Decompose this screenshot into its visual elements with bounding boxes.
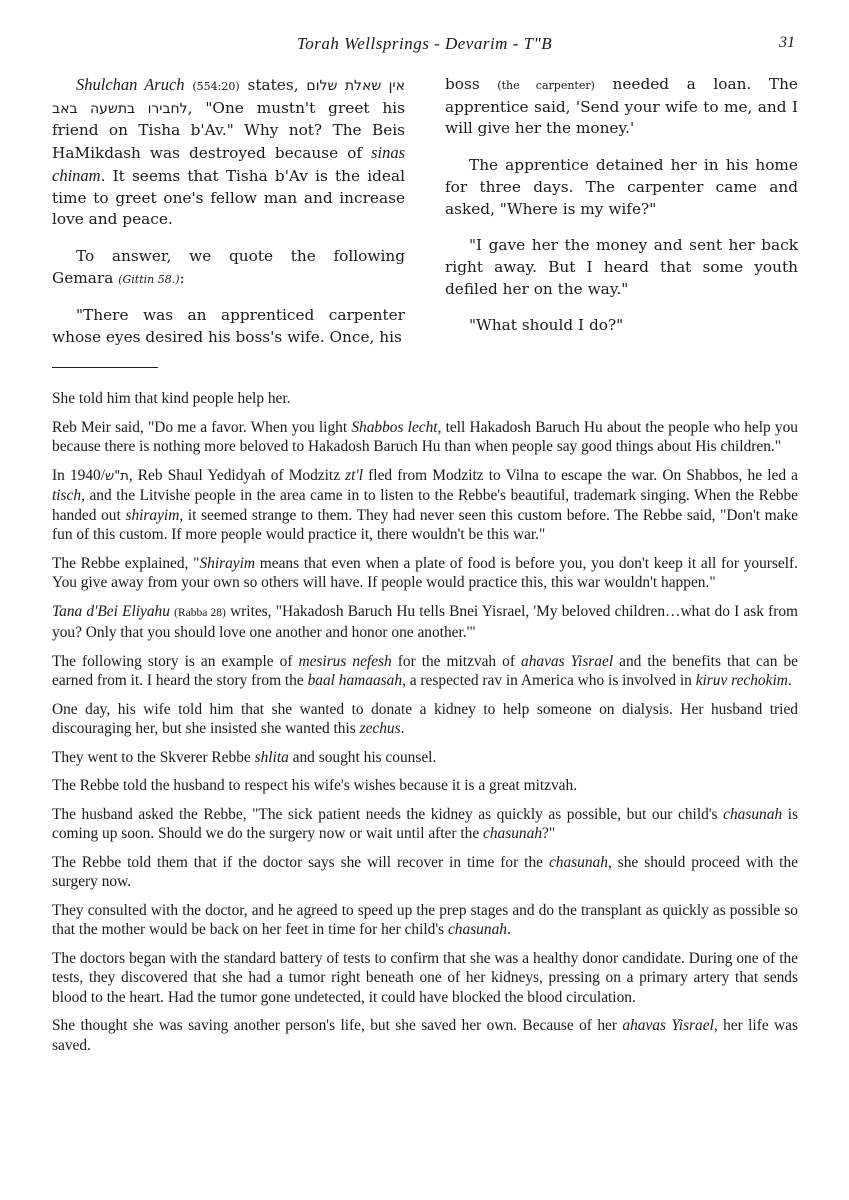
- footnote: [52, 602, 798, 643]
- footnote: [52, 554, 798, 593]
- text: , her life was saved.: [52, 1017, 798, 1054]
- footnote: [52, 748, 798, 768]
- term: baal hamaasah: [307, 672, 403, 689]
- paragraph: The apprentice detained her in his home for three days. The carpenter came and asked, "Where is my wife?": [445, 156, 798, 218]
- text: The Rebbe explained, ": [52, 554, 200, 572]
- text: and sought his counsel.: [288, 748, 437, 766]
- paragraph: [52, 74, 405, 231]
- footnotes: [52, 389, 798, 1064]
- text: needed a loan. The apprentice said, 'Send your wife to me, and I will give her the money.': [445, 75, 798, 138]
- text: They consulted with the doctor, and he agreed to speed up the prep stages and do the transplant as quickly as possible so that the mother would be back on her feet in time for her child's: [52, 901, 798, 938]
- paragraph: "What should I do?": [469, 316, 624, 335]
- page-header: [0, 34, 849, 56]
- footnote: The doctors began with the standard battery of tests to confirm that she was a healthy donor candidate. During one of the tests, they discovered that she had a tumor right beneath one of her kidneys, pressing on a primary artery that sends blood to the heart. Had the tumor gone undetected, it could have blocked the blood circulation.: [52, 949, 798, 1006]
- paragraph: [445, 74, 798, 140]
- hebrew-quote: אין שאלת שלום לחבירו בתשעה באב: [52, 78, 405, 117]
- text: fled from Modzitz to Vilna to escape the war. On Shabbos, he led a: [363, 466, 798, 484]
- text: They went to the Skverer Rebbe: [52, 748, 255, 766]
- footnote: [52, 418, 798, 457]
- term: mesirus nefesh: [298, 652, 392, 670]
- paragraph: [52, 246, 405, 290]
- source-title: Shulchan Aruch: [76, 75, 185, 94]
- text: , and the Litvishe people in the area came in to listen to the Rebbe's beautiful, trademark singing. When the Rebbe handed out: [52, 487, 798, 524]
- term: kiruv rechokim: [695, 672, 788, 689]
- paragraph: "There was an apprenticed carpenter whose eyes desired his boss's wife. Once, his: [52, 306, 405, 347]
- text: , it seemed strange to them. They had never seen this custom before. The Rebbe said, "Don't make fun of this custom. If more people would practice it, there wouldn't be this war.": [52, 506, 798, 543]
- footnote: [52, 805, 798, 844]
- text: means that even when a plate of food is before you, you don't keep it all for yourself. You give away from your own so others will have. If people would practice this, this war wouldn't happen.": [52, 554, 798, 591]
- text: One day, his wife told him that she wanted to donate a kidney to help someone on dialysis. Her husband tried discouraging her, but she insisted she wanted this: [52, 700, 798, 737]
- footnote: [52, 901, 798, 940]
- running-title: Torah Wellsprings - Devarim - T"B: [296, 34, 553, 53]
- term: chasunah: [723, 805, 783, 823]
- footnote: [52, 466, 798, 545]
- text: , a respected rav in America who is involved in: [402, 672, 696, 689]
- term: shirayim: [125, 506, 180, 524]
- text: writes, "Hakadosh Baruch Hu tells Bnei Yisrael, 'My beloved children…what do I ask from you? Only that you should love one another and honor one another.'": [52, 602, 798, 641]
- text: . It seems that Tisha b'Av is the ideal time to greet one's fellow man and increase love and peace.: [52, 166, 405, 229]
- text: .: [400, 720, 405, 737]
- text: Reb Meir said, "Do me a favor. When you light: [52, 418, 352, 436]
- text: .: [506, 921, 511, 938]
- text: and the benefits that can be earned from it. I heard the story from the: [52, 652, 798, 689]
- footnote: [52, 700, 798, 739]
- footnote: [52, 1016, 798, 1055]
- term: Shirayim: [199, 554, 256, 572]
- term: ahavas Yisrael: [622, 1017, 714, 1034]
- footnote: She told him that kind people help her.: [52, 390, 291, 407]
- text: states,: [239, 76, 307, 94]
- hebrew-year: ת"ש: [105, 468, 129, 484]
- source-title: Tana d'Bei Eliyahu: [52, 602, 170, 620]
- term: zechus: [359, 720, 401, 737]
- footnote: The Rebbe told the husband to respect his wife's wishes because it is a great mitzvah.: [52, 777, 578, 794]
- footnote: [52, 853, 798, 892]
- text: ?": [542, 825, 556, 842]
- term: tisch: [52, 487, 82, 504]
- citation: (Rabba 28): [174, 606, 226, 619]
- term: chasunah: [548, 853, 608, 871]
- citation: (Gittin 58.): [118, 272, 180, 286]
- text: To answer, we quote the following Gemara: [52, 246, 405, 287]
- term: chasunah: [447, 921, 507, 938]
- text: , Reb Shaul Yedidyah of Modzitz: [128, 466, 346, 484]
- term: Shabbos lecht: [351, 418, 438, 436]
- text: The husband asked the Rebbe, "The sick patient needs the kidney as quickly as possible, but our child's: [52, 805, 724, 823]
- footnote-divider: [52, 367, 158, 368]
- citation: (the carpenter): [497, 79, 595, 92]
- page-number: 31: [779, 34, 795, 51]
- text: .: [787, 672, 792, 689]
- text: She thought she was saving another person's life, but she saved her own. Because of her: [52, 1017, 623, 1034]
- term: chasunah: [483, 825, 543, 842]
- term: sinas chinam: [52, 143, 405, 185]
- text: , "One mustn't greet his friend on Tisha b'Av." Why not? The Beis HaMikdash was destroyed because of: [52, 98, 405, 163]
- left-column: [52, 74, 405, 364]
- text: :: [179, 268, 185, 287]
- term: zt'l: [345, 466, 364, 484]
- text: In 1940/: [52, 466, 106, 484]
- text: for the mitzvah of: [391, 652, 521, 670]
- text: The Rebbe told them that if the doctor says she will recover in time for the: [52, 853, 549, 871]
- term: shlita: [254, 748, 289, 766]
- text: , she should proceed with the surgery now.: [52, 853, 798, 890]
- text: The following story is an example of: [52, 652, 299, 670]
- term: ahavas Yisrael: [521, 652, 614, 670]
- right-column: [445, 74, 798, 352]
- footnote: [52, 652, 798, 691]
- text: boss: [445, 75, 498, 93]
- text: , tell Hakadosh Baruch Hu about the people who help you because there is nothing more beloved to Hakadosh Baruch Hu than when people say good things about His children.": [52, 418, 798, 455]
- paragraph: "I gave her the money and sent her back right away. But I heard that some youth defiled her on the way.": [445, 236, 798, 298]
- text: is coming up soon. Should we do the surgery now or wait until after the: [52, 805, 798, 842]
- main-text-columns: [52, 74, 798, 347]
- citation: (554:20): [192, 80, 240, 93]
